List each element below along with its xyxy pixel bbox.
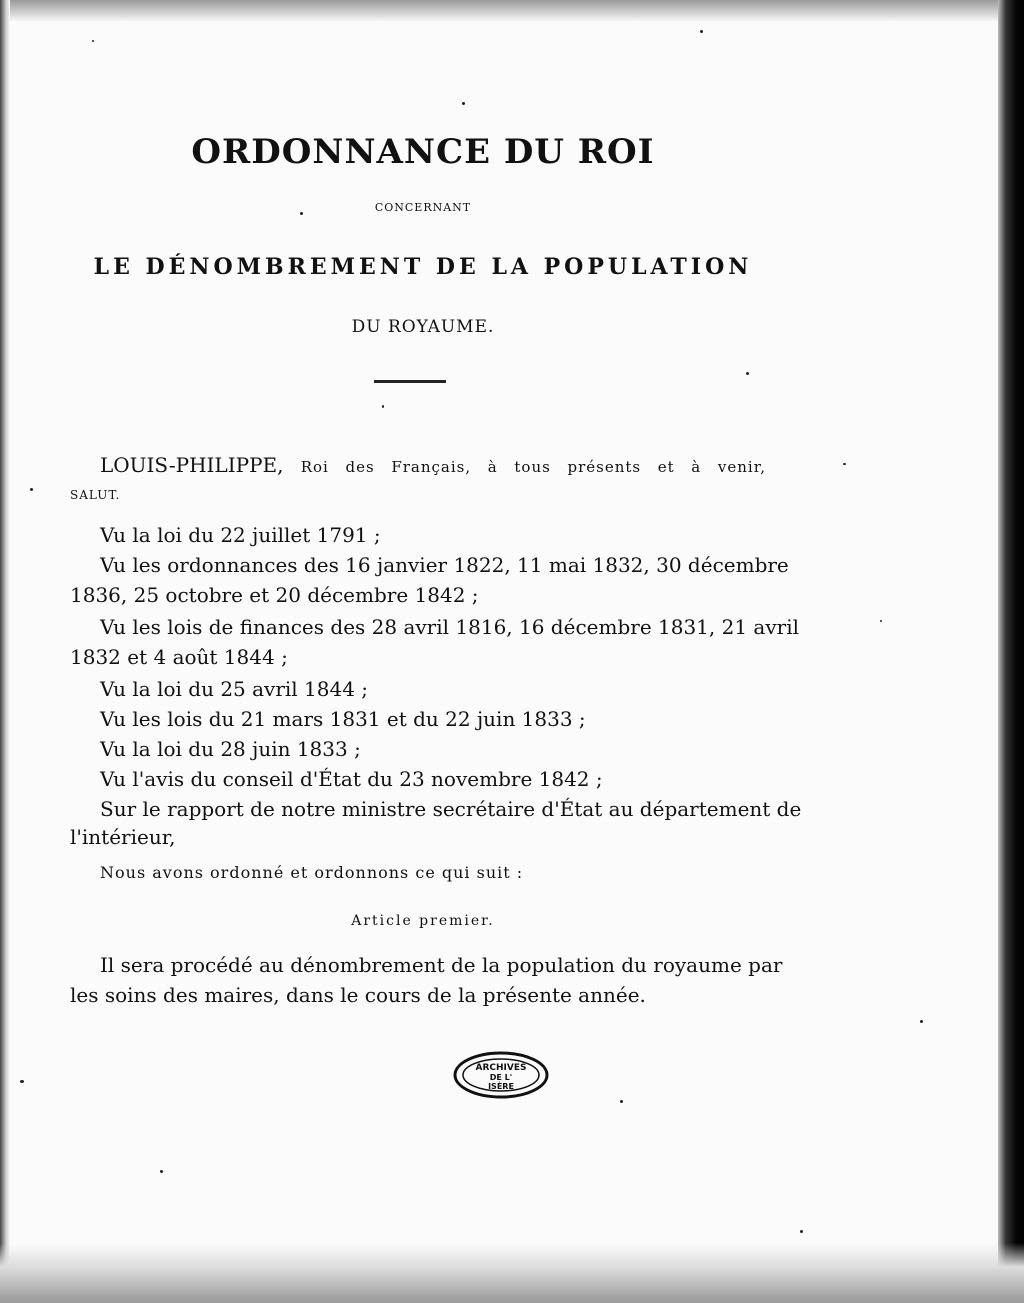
ordonne-line: Nous avons ordonné et ordonnons ce qui suit : bbox=[100, 863, 524, 882]
preamble-line bbox=[100, 450, 766, 482]
document-title: ORDONNANCE DU ROI bbox=[191, 132, 655, 172]
svg-text:DE L': DE L' bbox=[489, 1073, 513, 1082]
speck bbox=[746, 372, 749, 375]
visa-line: Vu les ordonnances des 16 janvier 1822, 11 mai 1832, 30 décembre bbox=[100, 553, 789, 577]
preamble-name: LOUIS-PHILIPPE, bbox=[100, 453, 284, 477]
speck bbox=[843, 463, 846, 465]
preamble-rest: Roi des Français, à tous présents et à venir, bbox=[300, 458, 766, 476]
speck bbox=[700, 30, 703, 33]
page-edge-left bbox=[0, 0, 10, 1303]
document-subtitle: LE DÉNOMBREMENT DE LA POPULATION bbox=[93, 254, 753, 280]
speck bbox=[800, 1230, 803, 1233]
visa-line: Vu les lois de finances des 28 avril 1816, 16 décembre 1831, 21 avril bbox=[100, 615, 800, 639]
visa-line: 1836, 25 octobre et 20 décembre 1842 ; bbox=[70, 583, 479, 607]
document-subtitle-2: DU ROYAUME. bbox=[351, 317, 495, 337]
archives-stamp bbox=[451, 1050, 551, 1100]
visa-line: l'intérieur, bbox=[70, 825, 176, 849]
visa-line: Vu la loi du 28 juin 1833 ; bbox=[100, 737, 361, 761]
visa-line: Vu la loi du 25 avril 1844 ; bbox=[100, 677, 369, 701]
speck bbox=[20, 1080, 24, 1083]
speck bbox=[300, 212, 303, 215]
article-line: les soins des maires, dans le cours de la présente année. bbox=[70, 983, 646, 1007]
visa-line: Vu la loi du 22 juillet 1791 ; bbox=[100, 523, 381, 547]
speck bbox=[920, 1020, 923, 1023]
page-edge-top bbox=[0, 0, 1024, 22]
article-heading: Article premier. bbox=[351, 913, 495, 929]
speck bbox=[92, 40, 94, 42]
speck bbox=[620, 1100, 623, 1103]
article-line: Il sera procédé au dénombrement de la population du royaume par bbox=[100, 953, 783, 977]
speck bbox=[30, 488, 33, 491]
svg-text:ISÈRE: ISÈRE bbox=[488, 1082, 514, 1091]
salut: SALUT. bbox=[70, 488, 121, 502]
page-edge-right bbox=[998, 0, 1024, 1303]
visa-line: Vu l'avis du conseil d'État du 23 novembre 1842 ; bbox=[100, 767, 603, 791]
title-rule bbox=[374, 380, 446, 383]
speck bbox=[382, 405, 384, 408]
visa-line: Vu les lois du 21 mars 1831 et du 22 juin 1833 ; bbox=[100, 707, 586, 731]
speck bbox=[160, 1170, 163, 1173]
speck bbox=[880, 620, 882, 622]
visa-line: Sur le rapport de notre ministre secrétaire d'État au département de bbox=[100, 797, 802, 821]
document-concernant: CONCERNANT bbox=[374, 201, 472, 214]
page-edge-bottom bbox=[0, 1243, 1024, 1303]
svg-text:ARCHIVES: ARCHIVES bbox=[475, 1063, 527, 1073]
visa-line: 1832 et 4 août 1844 ; bbox=[70, 645, 288, 669]
speck bbox=[462, 102, 465, 105]
